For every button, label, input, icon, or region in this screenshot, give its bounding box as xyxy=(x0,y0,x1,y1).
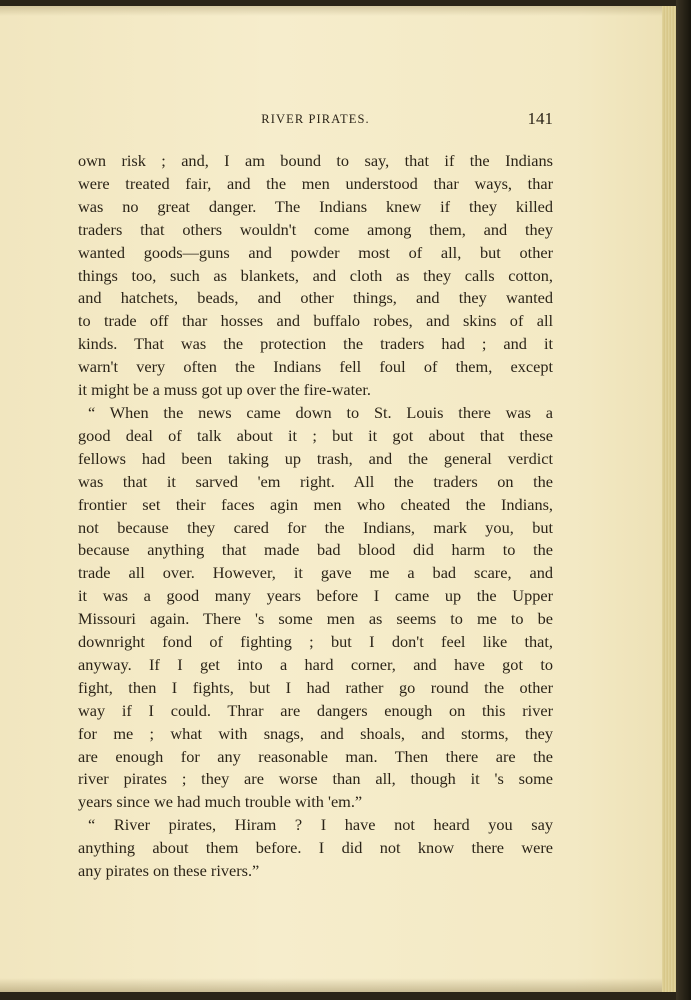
running-head: RIVER PIRATES. xyxy=(261,112,370,126)
text-line: was that it sarved 'em right. All the traders on the xyxy=(78,471,553,491)
page-edge-stack xyxy=(662,6,676,992)
page-header xyxy=(78,109,553,132)
text-line: good deal of talk about it ; but it got about that these xyxy=(78,425,553,445)
page-shadow-top xyxy=(0,6,676,16)
text-line: anyway. If I get into a hard corner, and have got to xyxy=(78,654,553,674)
text-line: way if I could. Thrar are dangers enough on this river xyxy=(78,700,553,720)
text-line: wanted goods—guns and powder most of all, but other xyxy=(78,242,553,262)
text-line: own risk ; and, I am bound to say, that if the Indians xyxy=(78,151,553,170)
text-line: “ River pirates, Hiram ? I have not heard you say xyxy=(88,815,553,835)
text-line: warn't very often the Indians fell foul of them, except xyxy=(78,357,553,377)
text-line: and hatchets, beads, and other things, and they wanted xyxy=(78,288,553,308)
text-line: it was a good many years before I came up the Upper xyxy=(78,586,553,606)
text-line: fellows had been taking up trash, and the general verdict xyxy=(78,448,553,468)
text-line: were treated fair, and the men understood thar ways, thar xyxy=(78,173,553,193)
text-line: downright fond of fighting ; but I don't feel like that, xyxy=(78,632,553,652)
text-line: traders that others wouldn't come among them, and they xyxy=(78,219,553,239)
text-line: things too, such as blankets, and cloth as they calls cotton, xyxy=(78,265,553,285)
text-line: any pirates on these rivers.” xyxy=(78,861,260,881)
text-line: frontier set their faces agin men who cheated the Indians, xyxy=(78,494,553,514)
page-shadow-bottom xyxy=(0,978,676,992)
text-line: it might be a muss got up over the fire-water. xyxy=(78,380,371,400)
text-line: was no great danger. The Indians knew if they killed xyxy=(78,196,553,216)
text-line: anything about them before. I did not know there were xyxy=(78,838,553,858)
text-line: trade all over. However, it gave me a bad scare, and xyxy=(78,563,553,583)
text-line: river pirates ; they are worse than all, though it 's some xyxy=(78,769,553,789)
text-line: for me ; what with snags, and shoals, and storms, they xyxy=(78,723,553,743)
page-number: 141 xyxy=(527,109,553,128)
book-binding-edge xyxy=(676,0,691,1000)
text-line: Missouri again. There 's some men as seems to me to be xyxy=(78,609,553,629)
body-text xyxy=(78,150,553,883)
text-line: fight, then I fights, but I had rather go round the other xyxy=(78,677,553,697)
text-line: kinds. That was the protection the traders had ; and it xyxy=(78,334,553,354)
text-line: “ When the news came down to St. Louis there was a xyxy=(88,402,553,422)
text-line: because anything that made bad blood did harm to the xyxy=(78,540,553,560)
text-line: are enough for any reasonable man. Then there are the xyxy=(78,746,553,766)
text-line: to trade off thar hosses and buffalo robes, and skins of all xyxy=(78,311,553,331)
text-line: not because they cared for the Indians, mark you, but xyxy=(78,517,553,537)
text-line: years since we had much trouble with 'em.” xyxy=(78,792,363,812)
